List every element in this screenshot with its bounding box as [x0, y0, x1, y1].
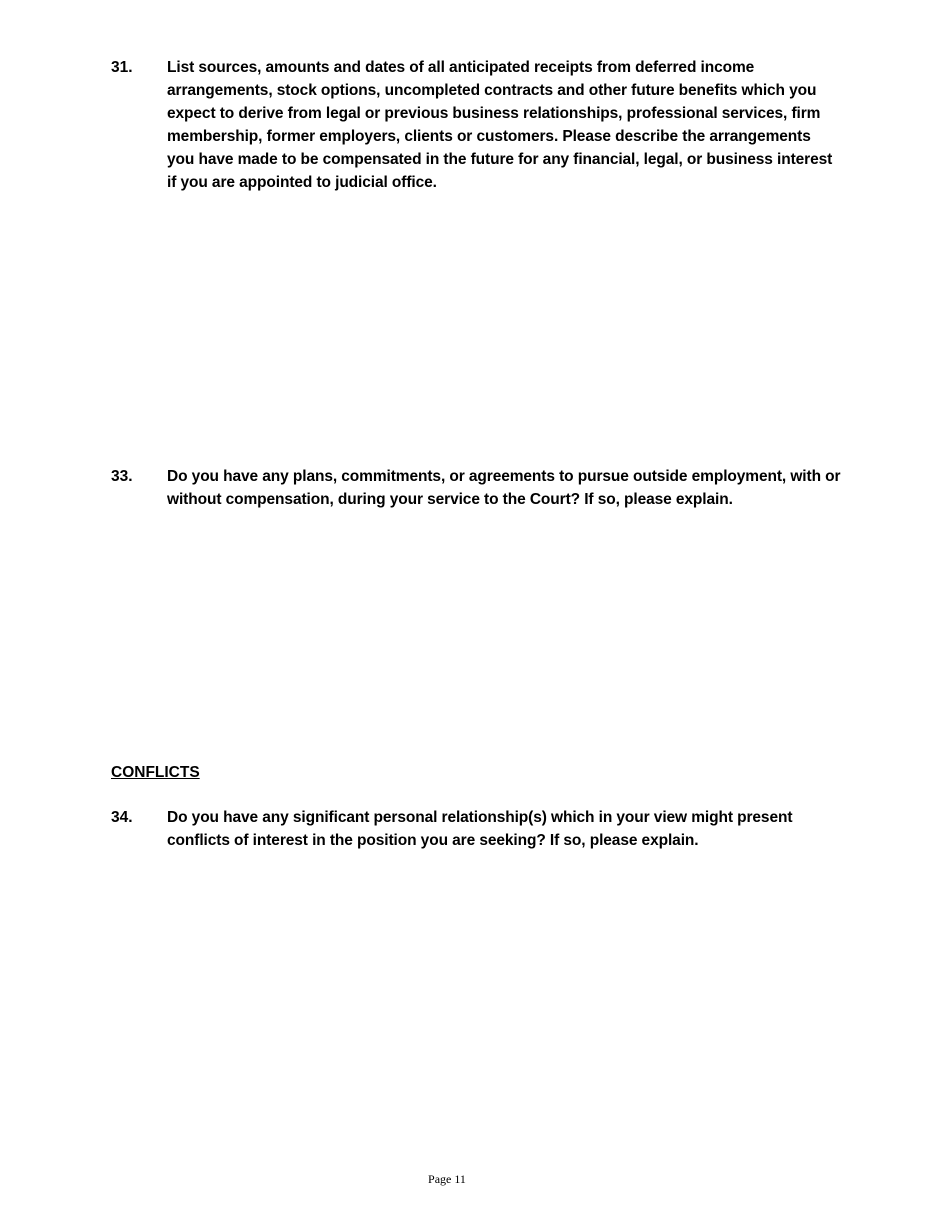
question-34 [111, 806, 841, 852]
question-33-number: 33. [111, 468, 133, 485]
question-31-text: List sources, amounts and dates of all anticipated receipts from deferred income arrangements, stock options, uncompleted contracts and other future benefits which you expect to derive from legal or previous business relationships, professional services, firm membership, former employers, clients or customers. Please describe the arrangements you have made to be compensated in the future for any financial, legal, or business interest if you are appointed to judicial office. [167, 59, 833, 191]
conflicts-section-heading: CONFLICTS [111, 764, 200, 781]
question-34-number: 34. [111, 809, 133, 826]
page-number: Page 11 [428, 1172, 466, 1186]
question-33-text: Do you have any plans, commitments, or agreements to pursue outside employment, with or without compensation, during your service to the Court? If so, please explain. [167, 468, 841, 508]
question-33 [111, 465, 841, 511]
question-31 [111, 56, 841, 194]
question-34-text: Do you have any significant personal relationship(s) which in your view might present conflicts of interest in the position you are seeking? If so, please explain. [167, 809, 793, 849]
question-31-number: 31. [111, 59, 133, 76]
